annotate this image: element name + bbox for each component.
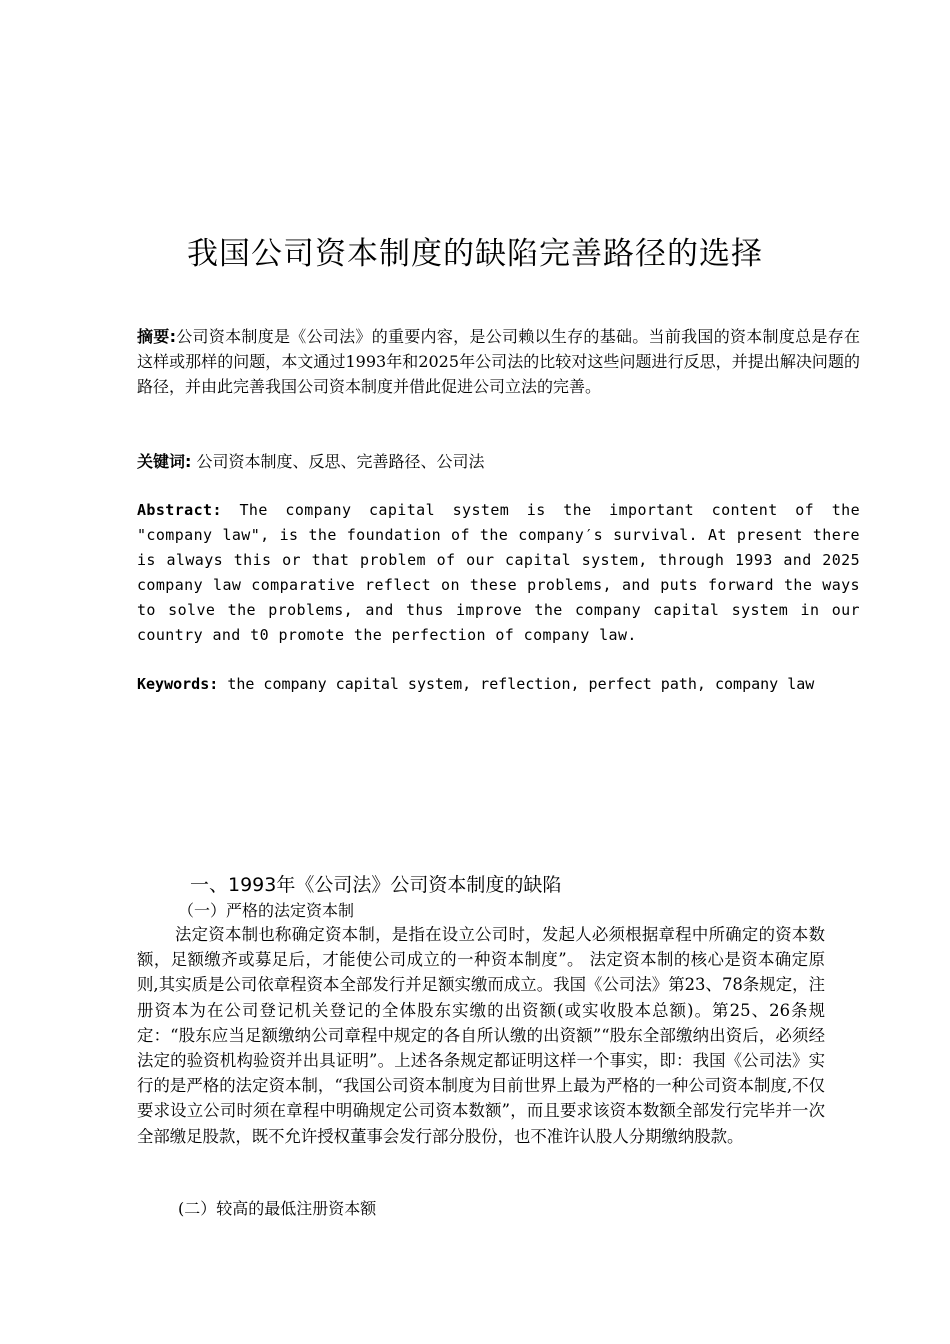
abstract-en-label: Abstract:: [137, 501, 222, 519]
abstract-cn-label: 摘要:: [137, 327, 176, 346]
keywords-cn: [137, 449, 860, 474]
abstract-cn: [137, 324, 860, 399]
subsection-heading-2: (二）较高的最低注册资本额: [178, 1199, 377, 1218]
body-paragraph: 法定资本制也称确定资本制，是指在设立公司时，发起人必须根据章程中所确定的资本数额，足额缴齐或募足后，才能使公司成立的一种资本制度”。 法定资本制的核心是资本确定原则,其实质是公司依章程资本全部发行并足额实缴而成立。我国《公司法》第23、78条规定，注册资本为在公司登记机关登记的全体股东实缴的出资额(或实收股本总额)。第25、26条规定：“股东应当足额缴纳公司章程中规定的各自所认缴的出资额”“股东全部缴纳出资后，必须经法定的验资机构验资并出具证明”。上述各条规定都证明这样一个事实，即：我国《公司法》实行的是严格的法定资本制，“我国公司资本制度为目前世界上最为严格的一种公司资本制度,不仅要求设立公司时须在章程中明确规定公司资本数额”，而且要求该资本数额全部发行完毕并一次全部缴足股款，既不允许授权董事会发行部分股份，也不准许认股人分期缴纳股款。: [137, 925, 825, 1146]
keywords-en-text: the company capital system, reflection, perfect path, company law: [227, 675, 815, 693]
abstract-cn-text: 公司资本制度是《公司法》的重要内容，是公司赖以生存的基础。当前我国的资本制度总是存在这样或那样的问题，本文通过1993年和2025年公司法的比较对这些问题进行反思，并提出解决问题的路径，并由此完善我国公司资本制度并借此促进公司立法的完善。: [137, 327, 860, 396]
keywords-cn-label: 关键词:: [137, 452, 192, 471]
subsection-heading-1: （一）严格的法定资本制: [178, 901, 355, 920]
abstract-en: [137, 498, 860, 648]
keywords-en-label: Keywords:: [137, 675, 219, 693]
abstract-en-text: The company capital system is the important content of the "company law", is the foundation of the company′s survival. At present there is always this or that problem of our capital system, through 1993 and 2025 company law comparative reflect on these problems, and puts forward the ways to solve the problems, and thus improve the company capital system in our country and t0 promote the perfection of company law.: [137, 501, 861, 644]
keywords-cn-text: 公司资本制度、反思、完善路径、公司法: [196, 452, 485, 471]
document-title: 我国公司资本制度的缺陷完善路径的选择: [187, 236, 763, 272]
keywords-en: [137, 672, 860, 697]
section-heading: 一、1993年《公司法》公司资本制度的缺陷: [190, 874, 562, 896]
